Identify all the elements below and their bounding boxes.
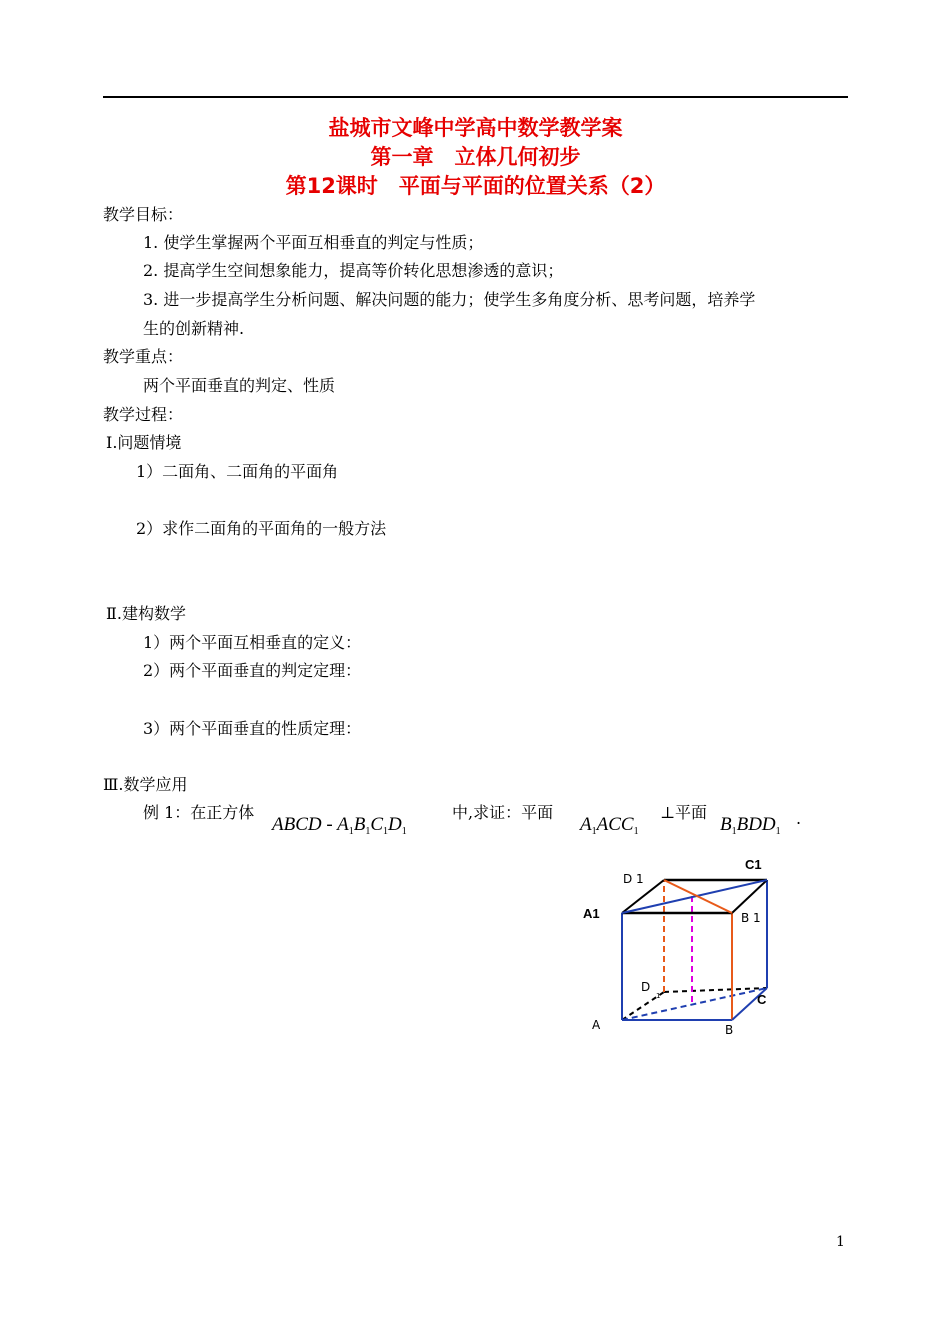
section2-item: 1）两个平面互相垂直的定义：: [143, 633, 362, 652]
page-number: 1: [836, 1234, 845, 1250]
section1-item: 2）求作二面角的平面角的一般方法: [136, 519, 387, 538]
example-period: .: [796, 809, 802, 828]
plane-b1bdd1: $B_1BDD_1$: [720, 814, 781, 837]
objective-item: 2. 提高学生空间想象能力，提高等价转化思想渗透的意识；: [143, 261, 564, 280]
key-points-heading: 教学重点：: [103, 347, 184, 366]
diagonal-d1-b1: [664, 880, 732, 913]
school-title: 盐城市文峰中学高中数学教学案: [328, 116, 623, 140]
example-prefix: 例 1：在正方体: [143, 803, 255, 822]
objective-item: 1. 使学生掌握两个平面互相垂直的判定与性质；: [143, 233, 484, 252]
cube-notation: ABCD - $A_1B_1C_1D_1$: [272, 814, 407, 837]
lesson-title: 第12课时 平面与平面的位置关系（2）: [285, 174, 666, 198]
section3-heading: Ⅲ.数学应用: [103, 775, 188, 794]
objective-item: 3. 进一步提高学生分析问题、解决问题的能力；使学生多角度分析、思考问题，培养学: [143, 290, 756, 309]
objective-item-continued: 生的创新精神.: [143, 319, 245, 338]
section2-item: 3）两个平面垂直的性质定理：: [143, 719, 362, 738]
plane-a1acc1: $A_1ACC_1$: [580, 814, 639, 837]
label-d: D: [641, 980, 651, 994]
perpendicular-text: ⊥平面: [660, 803, 708, 822]
cube-figure: [575, 852, 785, 1042]
process-heading: 教学过程：: [103, 405, 184, 424]
label-d-sub: 1: [656, 992, 661, 1000]
label-b: B: [725, 1023, 734, 1037]
label-a1: A1: [583, 906, 600, 921]
example-middle-text: 中,求证：平面: [452, 803, 554, 822]
label-a: A: [592, 1018, 601, 1032]
objectives-heading: 教学目标：: [103, 205, 184, 224]
section2-heading: Ⅱ.建构数学: [106, 604, 186, 623]
label-d1: D 1: [623, 872, 644, 886]
label-b1: B 1: [741, 911, 761, 925]
key-points-text: 两个平面垂直的判定、性质: [143, 376, 336, 395]
section1-heading: Ⅰ.问题情境: [106, 433, 182, 452]
label-c: C: [757, 992, 767, 1007]
label-c1: C1: [745, 857, 762, 872]
header-rule: [103, 96, 848, 98]
section1-item: 1）二面角、二面角的平面角: [136, 462, 339, 481]
chapter-title: 第一章 立体几何初步: [370, 145, 581, 169]
section2-item: 2）两个平面垂直的判定定理：: [143, 661, 362, 680]
